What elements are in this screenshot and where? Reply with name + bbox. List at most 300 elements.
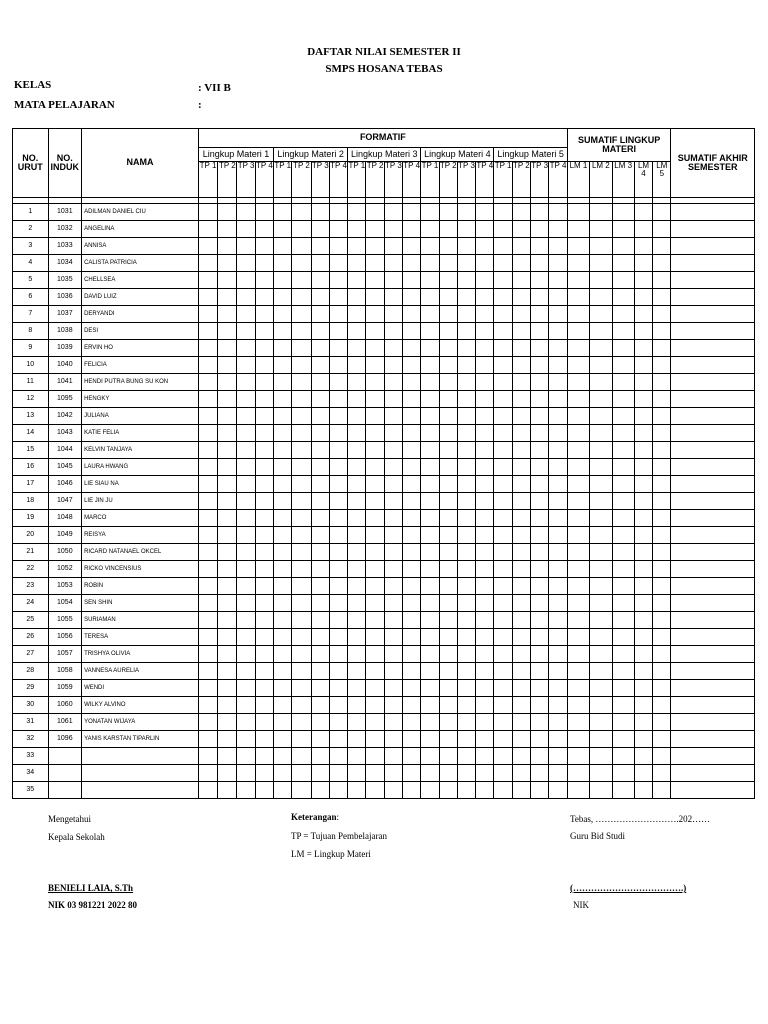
tp-score-cell[interactable]	[255, 459, 273, 476]
tp-score-cell[interactable]	[255, 374, 273, 391]
tp-score-cell[interactable]	[403, 221, 421, 238]
tp-score-cell[interactable]	[457, 578, 475, 595]
lm-score-cell[interactable]	[590, 476, 612, 493]
tp-score-cell[interactable]	[384, 221, 402, 238]
tp-score-cell[interactable]	[512, 510, 530, 527]
tp-score-cell[interactable]	[476, 561, 494, 578]
tp-score-cell[interactable]	[512, 629, 530, 646]
tp-score-cell[interactable]	[218, 255, 237, 272]
lm-score-cell[interactable]	[590, 255, 612, 272]
lm-score-cell[interactable]	[590, 765, 612, 782]
tp-score-cell[interactable]	[457, 255, 475, 272]
tp-score-cell[interactable]	[494, 748, 512, 765]
tp-score-cell[interactable]	[292, 731, 311, 748]
tp-score-cell[interactable]	[274, 255, 292, 272]
tp-score-cell[interactable]	[348, 646, 366, 663]
sumatif-akhir-cell[interactable]	[671, 204, 755, 221]
tp-score-cell[interactable]	[218, 493, 237, 510]
tp-score-cell[interactable]	[292, 714, 311, 731]
tp-score-cell[interactable]	[476, 204, 494, 221]
lm-score-cell[interactable]	[590, 306, 612, 323]
lm-score-cell[interactable]	[590, 391, 612, 408]
tp-score-cell[interactable]	[366, 680, 384, 697]
tp-score-cell[interactable]	[421, 408, 439, 425]
lm-score-cell[interactable]	[612, 663, 634, 680]
tp-score-cell[interactable]	[274, 561, 292, 578]
tp-score-cell[interactable]	[348, 680, 366, 697]
tp-score-cell[interactable]	[237, 374, 255, 391]
lm-score-cell[interactable]	[567, 391, 589, 408]
tp-score-cell[interactable]	[218, 357, 237, 374]
tp-score-cell[interactable]	[329, 425, 347, 442]
tp-score-cell[interactable]	[531, 272, 549, 289]
tp-score-cell[interactable]	[274, 357, 292, 374]
lm-score-cell[interactable]	[612, 612, 634, 629]
lm-score-cell[interactable]	[653, 289, 671, 306]
tp-score-cell[interactable]	[421, 391, 439, 408]
lm-score-cell[interactable]	[612, 272, 634, 289]
tp-score-cell[interactable]	[218, 408, 237, 425]
tp-score-cell[interactable]	[439, 612, 457, 629]
lm-score-cell[interactable]	[590, 408, 612, 425]
tp-score-cell[interactable]	[311, 323, 329, 340]
sumatif-akhir-cell[interactable]	[671, 510, 755, 527]
tp-score-cell[interactable]	[366, 289, 384, 306]
lm-score-cell[interactable]	[590, 578, 612, 595]
lm-score-cell[interactable]	[612, 221, 634, 238]
lm-score-cell[interactable]	[612, 408, 634, 425]
lm-score-cell[interactable]	[612, 595, 634, 612]
tp-score-cell[interactable]	[439, 595, 457, 612]
tp-score-cell[interactable]	[403, 238, 421, 255]
tp-score-cell[interactable]	[494, 578, 512, 595]
tp-score-cell[interactable]	[218, 748, 237, 765]
tp-score-cell[interactable]	[439, 578, 457, 595]
tp-score-cell[interactable]	[421, 204, 439, 221]
tp-score-cell[interactable]	[457, 680, 475, 697]
tp-score-cell[interactable]	[439, 391, 457, 408]
tp-score-cell[interactable]	[198, 204, 217, 221]
tp-score-cell[interactable]	[198, 255, 217, 272]
tp-score-cell[interactable]	[311, 561, 329, 578]
tp-score-cell[interactable]	[218, 629, 237, 646]
lm-score-cell[interactable]	[612, 323, 634, 340]
lm-score-cell[interactable]	[567, 255, 589, 272]
lm-score-cell[interactable]	[567, 527, 589, 544]
tp-score-cell[interactable]	[274, 782, 292, 799]
lm-score-cell[interactable]	[634, 272, 652, 289]
tp-score-cell[interactable]	[218, 459, 237, 476]
tp-score-cell[interactable]	[274, 374, 292, 391]
tp-score-cell[interactable]	[384, 731, 402, 748]
tp-score-cell[interactable]	[198, 476, 217, 493]
tp-score-cell[interactable]	[292, 289, 311, 306]
tp-score-cell[interactable]	[218, 442, 237, 459]
tp-score-cell[interactable]	[512, 646, 530, 663]
tp-score-cell[interactable]	[531, 340, 549, 357]
lm-score-cell[interactable]	[612, 561, 634, 578]
tp-score-cell[interactable]	[237, 255, 255, 272]
tp-score-cell[interactable]	[531, 544, 549, 561]
lm-score-cell[interactable]	[612, 357, 634, 374]
lm-score-cell[interactable]	[634, 391, 652, 408]
tp-score-cell[interactable]	[274, 306, 292, 323]
tp-score-cell[interactable]	[403, 680, 421, 697]
tp-score-cell[interactable]	[348, 272, 366, 289]
tp-score-cell[interactable]	[476, 289, 494, 306]
tp-score-cell[interactable]	[274, 663, 292, 680]
lm-score-cell[interactable]	[634, 289, 652, 306]
tp-score-cell[interactable]	[237, 221, 255, 238]
lm-score-cell[interactable]	[653, 272, 671, 289]
tp-score-cell[interactable]	[549, 714, 568, 731]
tp-score-cell[interactable]	[384, 629, 402, 646]
lm-score-cell[interactable]	[612, 782, 634, 799]
lm-score-cell[interactable]	[612, 578, 634, 595]
tp-score-cell[interactable]	[348, 306, 366, 323]
tp-score-cell[interactable]	[494, 782, 512, 799]
lm-score-cell[interactable]	[634, 374, 652, 391]
tp-score-cell[interactable]	[421, 578, 439, 595]
lm-score-cell[interactable]	[612, 680, 634, 697]
lm-score-cell[interactable]	[590, 561, 612, 578]
tp-score-cell[interactable]	[421, 595, 439, 612]
tp-score-cell[interactable]	[292, 595, 311, 612]
sumatif-akhir-cell[interactable]	[671, 578, 755, 595]
tp-score-cell[interactable]	[274, 408, 292, 425]
tp-score-cell[interactable]	[421, 425, 439, 442]
tp-score-cell[interactable]	[549, 459, 568, 476]
tp-score-cell[interactable]	[348, 731, 366, 748]
lm-score-cell[interactable]	[653, 255, 671, 272]
lm-score-cell[interactable]	[567, 510, 589, 527]
tp-score-cell[interactable]	[255, 544, 273, 561]
tp-score-cell[interactable]	[255, 510, 273, 527]
tp-score-cell[interactable]	[218, 731, 237, 748]
tp-score-cell[interactable]	[237, 459, 255, 476]
lm-score-cell[interactable]	[590, 221, 612, 238]
tp-score-cell[interactable]	[292, 612, 311, 629]
tp-score-cell[interactable]	[348, 493, 366, 510]
tp-score-cell[interactable]	[549, 493, 568, 510]
tp-score-cell[interactable]	[457, 442, 475, 459]
tp-score-cell[interactable]	[403, 476, 421, 493]
tp-score-cell[interactable]	[292, 459, 311, 476]
tp-score-cell[interactable]	[439, 238, 457, 255]
tp-score-cell[interactable]	[531, 476, 549, 493]
tp-score-cell[interactable]	[329, 289, 347, 306]
tp-score-cell[interactable]	[549, 748, 568, 765]
tp-score-cell[interactable]	[531, 255, 549, 272]
tp-score-cell[interactable]	[421, 255, 439, 272]
tp-score-cell[interactable]	[531, 357, 549, 374]
lm-score-cell[interactable]	[567, 340, 589, 357]
tp-score-cell[interactable]	[494, 731, 512, 748]
tp-score-cell[interactable]	[512, 255, 530, 272]
lm-score-cell[interactable]	[567, 714, 589, 731]
tp-score-cell[interactable]	[292, 204, 311, 221]
tp-score-cell[interactable]	[311, 697, 329, 714]
tp-score-cell[interactable]	[329, 527, 347, 544]
tp-score-cell[interactable]	[237, 714, 255, 731]
tp-score-cell[interactable]	[348, 357, 366, 374]
tp-score-cell[interactable]	[274, 765, 292, 782]
tp-score-cell[interactable]	[403, 340, 421, 357]
tp-score-cell[interactable]	[255, 238, 273, 255]
tp-score-cell[interactable]	[198, 544, 217, 561]
tp-score-cell[interactable]	[198, 408, 217, 425]
tp-score-cell[interactable]	[439, 204, 457, 221]
tp-score-cell[interactable]	[494, 680, 512, 697]
tp-score-cell[interactable]	[218, 578, 237, 595]
tp-score-cell[interactable]	[494, 595, 512, 612]
tp-score-cell[interactable]	[384, 646, 402, 663]
tp-score-cell[interactable]	[311, 663, 329, 680]
tp-score-cell[interactable]	[384, 357, 402, 374]
tp-score-cell[interactable]	[237, 323, 255, 340]
tp-score-cell[interactable]	[237, 493, 255, 510]
tp-score-cell[interactable]	[329, 510, 347, 527]
tp-score-cell[interactable]	[274, 578, 292, 595]
tp-score-cell[interactable]	[311, 374, 329, 391]
tp-score-cell[interactable]	[457, 544, 475, 561]
lm-score-cell[interactable]	[634, 544, 652, 561]
tp-score-cell[interactable]	[403, 374, 421, 391]
tp-score-cell[interactable]	[494, 374, 512, 391]
tp-score-cell[interactable]	[403, 408, 421, 425]
tp-score-cell[interactable]	[198, 442, 217, 459]
tp-score-cell[interactable]	[237, 578, 255, 595]
lm-score-cell[interactable]	[590, 748, 612, 765]
tp-score-cell[interactable]	[549, 204, 568, 221]
tp-score-cell[interactable]	[366, 629, 384, 646]
tp-score-cell[interactable]	[457, 765, 475, 782]
lm-score-cell[interactable]	[567, 459, 589, 476]
tp-score-cell[interactable]	[457, 748, 475, 765]
tp-score-cell[interactable]	[549, 544, 568, 561]
tp-score-cell[interactable]	[512, 476, 530, 493]
sumatif-akhir-cell[interactable]	[671, 238, 755, 255]
lm-score-cell[interactable]	[612, 697, 634, 714]
lm-score-cell[interactable]	[653, 510, 671, 527]
tp-score-cell[interactable]	[329, 748, 347, 765]
tp-score-cell[interactable]	[218, 391, 237, 408]
tp-score-cell[interactable]	[274, 629, 292, 646]
tp-score-cell[interactable]	[403, 782, 421, 799]
tp-score-cell[interactable]	[329, 629, 347, 646]
tp-score-cell[interactable]	[421, 357, 439, 374]
lm-score-cell[interactable]	[612, 731, 634, 748]
tp-score-cell[interactable]	[329, 391, 347, 408]
lm-score-cell[interactable]	[653, 561, 671, 578]
tp-score-cell[interactable]	[403, 510, 421, 527]
lm-score-cell[interactable]	[590, 680, 612, 697]
lm-score-cell[interactable]	[634, 221, 652, 238]
tp-score-cell[interactable]	[311, 289, 329, 306]
tp-score-cell[interactable]	[348, 255, 366, 272]
tp-score-cell[interactable]	[531, 493, 549, 510]
tp-score-cell[interactable]	[512, 425, 530, 442]
tp-score-cell[interactable]	[549, 782, 568, 799]
tp-score-cell[interactable]	[512, 459, 530, 476]
sumatif-akhir-cell[interactable]	[671, 374, 755, 391]
tp-score-cell[interactable]	[366, 663, 384, 680]
tp-score-cell[interactable]	[348, 782, 366, 799]
tp-score-cell[interactable]	[457, 204, 475, 221]
tp-score-cell[interactable]	[476, 442, 494, 459]
sumatif-akhir-cell[interactable]	[671, 748, 755, 765]
lm-score-cell[interactable]	[567, 663, 589, 680]
tp-score-cell[interactable]	[366, 442, 384, 459]
tp-score-cell[interactable]	[421, 663, 439, 680]
tp-score-cell[interactable]	[292, 765, 311, 782]
lm-score-cell[interactable]	[653, 238, 671, 255]
lm-score-cell[interactable]	[612, 629, 634, 646]
tp-score-cell[interactable]	[218, 323, 237, 340]
tp-score-cell[interactable]	[531, 442, 549, 459]
tp-score-cell[interactable]	[457, 408, 475, 425]
tp-score-cell[interactable]	[476, 374, 494, 391]
lm-score-cell[interactable]	[567, 680, 589, 697]
lm-score-cell[interactable]	[634, 510, 652, 527]
lm-score-cell[interactable]	[634, 238, 652, 255]
lm-score-cell[interactable]	[590, 629, 612, 646]
tp-score-cell[interactable]	[549, 306, 568, 323]
tp-score-cell[interactable]	[274, 646, 292, 663]
sumatif-akhir-cell[interactable]	[671, 425, 755, 442]
tp-score-cell[interactable]	[476, 476, 494, 493]
lm-score-cell[interactable]	[653, 595, 671, 612]
sumatif-akhir-cell[interactable]	[671, 765, 755, 782]
lm-score-cell[interactable]	[567, 408, 589, 425]
lm-score-cell[interactable]	[567, 357, 589, 374]
tp-score-cell[interactable]	[366, 527, 384, 544]
sumatif-akhir-cell[interactable]	[671, 663, 755, 680]
tp-score-cell[interactable]	[329, 544, 347, 561]
tp-score-cell[interactable]	[292, 391, 311, 408]
tp-score-cell[interactable]	[329, 612, 347, 629]
tp-score-cell[interactable]	[512, 272, 530, 289]
tp-score-cell[interactable]	[218, 612, 237, 629]
lm-score-cell[interactable]	[590, 697, 612, 714]
sumatif-akhir-cell[interactable]	[671, 357, 755, 374]
lm-score-cell[interactable]	[634, 493, 652, 510]
tp-score-cell[interactable]	[198, 510, 217, 527]
lm-score-cell[interactable]	[612, 306, 634, 323]
sumatif-akhir-cell[interactable]	[671, 714, 755, 731]
tp-score-cell[interactable]	[403, 646, 421, 663]
tp-score-cell[interactable]	[274, 544, 292, 561]
tp-score-cell[interactable]	[384, 391, 402, 408]
tp-score-cell[interactable]	[384, 748, 402, 765]
tp-score-cell[interactable]	[329, 765, 347, 782]
tp-score-cell[interactable]	[255, 357, 273, 374]
tp-score-cell[interactable]	[403, 765, 421, 782]
tp-score-cell[interactable]	[366, 510, 384, 527]
tp-score-cell[interactable]	[531, 510, 549, 527]
tp-score-cell[interactable]	[549, 561, 568, 578]
tp-score-cell[interactable]	[218, 697, 237, 714]
tp-score-cell[interactable]	[457, 391, 475, 408]
tp-score-cell[interactable]	[329, 204, 347, 221]
tp-score-cell[interactable]	[198, 323, 217, 340]
tp-score-cell[interactable]	[384, 561, 402, 578]
tp-score-cell[interactable]	[237, 289, 255, 306]
tp-score-cell[interactable]	[366, 272, 384, 289]
tp-score-cell[interactable]	[366, 221, 384, 238]
tp-score-cell[interactable]	[531, 408, 549, 425]
tp-score-cell[interactable]	[274, 527, 292, 544]
tp-score-cell[interactable]	[384, 476, 402, 493]
tp-score-cell[interactable]	[292, 663, 311, 680]
tp-score-cell[interactable]	[457, 731, 475, 748]
tp-score-cell[interactable]	[439, 782, 457, 799]
tp-score-cell[interactable]	[218, 510, 237, 527]
tp-score-cell[interactable]	[421, 323, 439, 340]
tp-score-cell[interactable]	[292, 408, 311, 425]
tp-score-cell[interactable]	[531, 629, 549, 646]
tp-score-cell[interactable]	[329, 459, 347, 476]
tp-score-cell[interactable]	[237, 663, 255, 680]
lm-score-cell[interactable]	[653, 714, 671, 731]
sumatif-akhir-cell[interactable]	[671, 697, 755, 714]
tp-score-cell[interactable]	[421, 476, 439, 493]
tp-score-cell[interactable]	[329, 663, 347, 680]
lm-score-cell[interactable]	[612, 493, 634, 510]
lm-score-cell[interactable]	[612, 425, 634, 442]
tp-score-cell[interactable]	[494, 255, 512, 272]
tp-score-cell[interactable]	[366, 306, 384, 323]
sumatif-akhir-cell[interactable]	[671, 289, 755, 306]
tp-score-cell[interactable]	[476, 255, 494, 272]
tp-score-cell[interactable]	[549, 289, 568, 306]
lm-score-cell[interactable]	[634, 595, 652, 612]
tp-score-cell[interactable]	[457, 527, 475, 544]
tp-score-cell[interactable]	[311, 391, 329, 408]
sumatif-akhir-cell[interactable]	[671, 476, 755, 493]
tp-score-cell[interactable]	[198, 748, 217, 765]
tp-score-cell[interactable]	[198, 578, 217, 595]
tp-score-cell[interactable]	[421, 493, 439, 510]
tp-score-cell[interactable]	[348, 459, 366, 476]
tp-score-cell[interactable]	[366, 578, 384, 595]
tp-score-cell[interactable]	[348, 765, 366, 782]
tp-score-cell[interactable]	[366, 425, 384, 442]
tp-score-cell[interactable]	[218, 272, 237, 289]
tp-score-cell[interactable]	[421, 561, 439, 578]
tp-score-cell[interactable]	[403, 272, 421, 289]
tp-score-cell[interactable]	[366, 204, 384, 221]
tp-score-cell[interactable]	[439, 748, 457, 765]
tp-score-cell[interactable]	[531, 595, 549, 612]
tp-score-cell[interactable]	[421, 765, 439, 782]
tp-score-cell[interactable]	[329, 357, 347, 374]
tp-score-cell[interactable]	[403, 578, 421, 595]
tp-score-cell[interactable]	[329, 408, 347, 425]
tp-score-cell[interactable]	[218, 221, 237, 238]
lm-score-cell[interactable]	[590, 595, 612, 612]
tp-score-cell[interactable]	[494, 765, 512, 782]
tp-score-cell[interactable]	[531, 459, 549, 476]
tp-score-cell[interactable]	[366, 408, 384, 425]
tp-score-cell[interactable]	[237, 408, 255, 425]
tp-score-cell[interactable]	[237, 510, 255, 527]
lm-score-cell[interactable]	[653, 476, 671, 493]
tp-score-cell[interactable]	[403, 255, 421, 272]
lm-score-cell[interactable]	[567, 221, 589, 238]
tp-score-cell[interactable]	[494, 714, 512, 731]
tp-score-cell[interactable]	[255, 527, 273, 544]
